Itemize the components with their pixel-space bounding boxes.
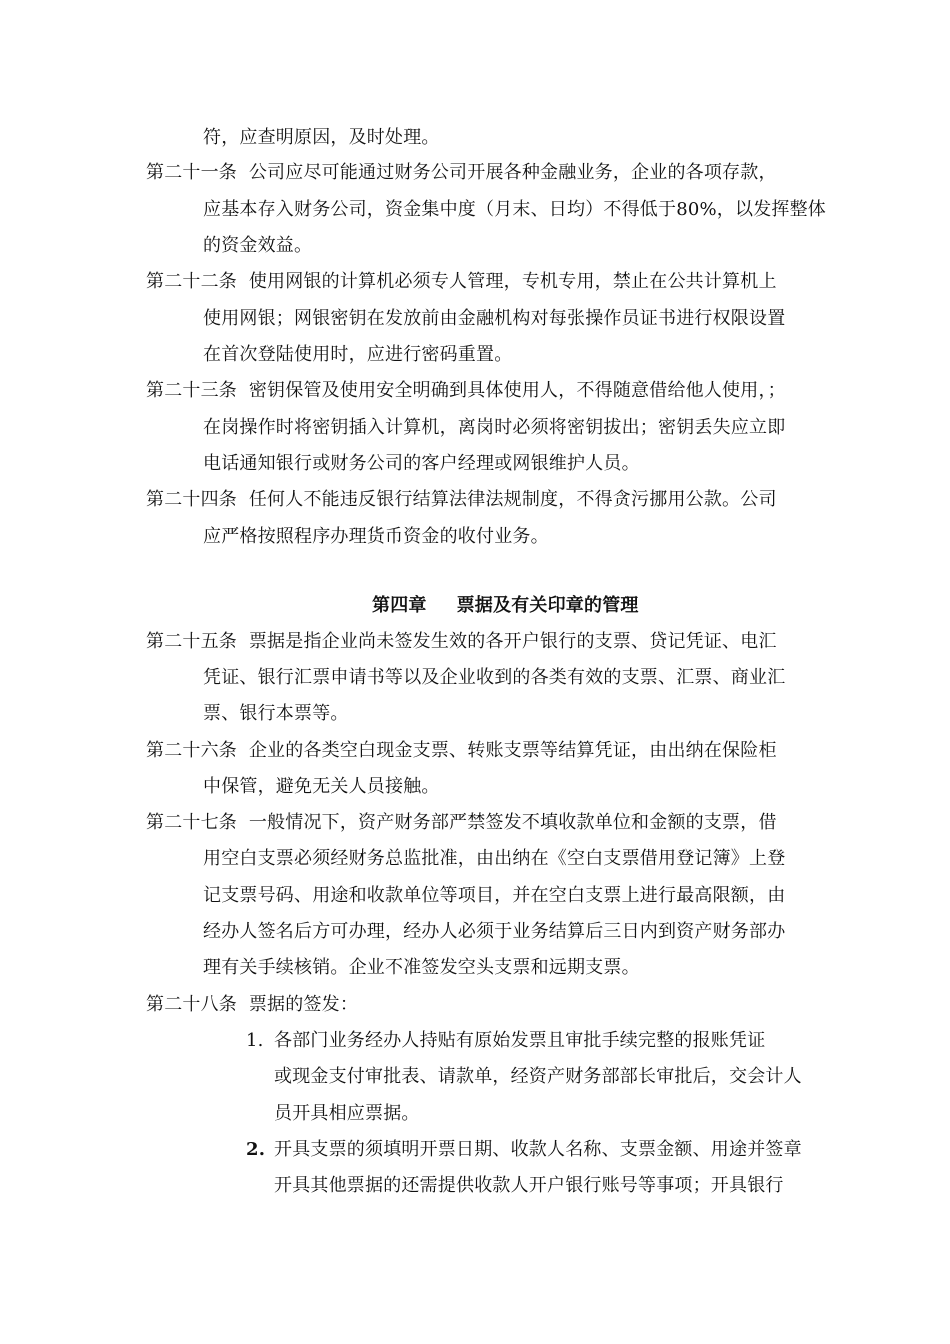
text-line: 的资金效益。	[203, 235, 313, 256]
article-label: 第二十二条	[146, 271, 237, 292]
text-line: 开具支票的须填明开票日期、收款人名称、支票金额、用途并签章	[274, 1139, 802, 1160]
list-item-number: 1.	[246, 1030, 264, 1051]
article-label: 第二十八条	[146, 994, 237, 1015]
article-text: 公司应尽可能通过财务公司开展各种金融业务，企业的各项存款，	[248, 162, 777, 183]
article-label: 第二十一条	[146, 162, 237, 183]
article-text: 密钥保管及使用安全明确到具体使用人，不得随意借给他人使用，；	[248, 380, 786, 401]
text-line: 员开具相应票据。	[274, 1103, 420, 1124]
article-text: 企业的各类空白现金支票、转账支票等结算凭证，由出纳在保险柜	[248, 740, 777, 761]
text-line: 应基本存入财务公司，资金集中度（月末、日均）不得低于80%，以发挥整体	[203, 199, 827, 220]
text-line: 各部门业务经办人持贴有原始发票且审批手续完整的报账凭证	[274, 1030, 766, 1051]
text-line: 在岗操作时将密钥插入计算机，离岗时必须将密钥拔出；密钥丢失应立即	[203, 417, 786, 438]
text-line: 电话通知银行或财务公司的客户经理或网银维护人员。	[203, 453, 640, 474]
article-line	[146, 269, 777, 295]
text-line: 凭证、银行汇票申请书等以及企业收到的各类有效的支票、汇票、商业汇	[203, 667, 786, 688]
text-line: 符，应查明原因，及时处理。	[203, 127, 440, 148]
article-line	[146, 629, 777, 655]
article-text: 一般情况下，资产财务部严禁签发不填收款单位和金额的支票，借	[248, 812, 777, 833]
text-line: 应严格按照程序办理货币资金的收付业务。	[203, 526, 549, 547]
article-line	[146, 810, 777, 836]
text-line: 票、银行本票等。	[203, 703, 349, 724]
article-label: 第二十五条	[146, 631, 237, 652]
article-text: 任何人不能违反银行结算法律法规制度，不得贪污挪用公款。公司	[248, 489, 777, 510]
article-line	[146, 160, 777, 186]
article-text: 使用网银的计算机必须专人管理，专机专用，禁止在公共计算机上	[248, 271, 777, 292]
article-text: 票据的签发：	[248, 994, 359, 1015]
text-line: 开具其他票据的还需提供收款人开户银行账号等事项；开具银行	[274, 1175, 784, 1196]
article-label: 第二十三条	[146, 380, 237, 401]
chapter-number: 第四章	[372, 595, 427, 616]
text-line: 用空白支票必须经财务总监批准，由出纳在《空白支票借用登记簿》上登	[203, 848, 786, 869]
article-line	[146, 378, 786, 404]
chapter-heading	[372, 593, 639, 619]
text-line: 记支票号码、用途和收款单位等项目，并在空白支票上进行最高限额，由	[203, 885, 786, 906]
text-line: 使用网银；网银密钥在发放前由金融机构对每张操作员证书进行权限设置	[203, 308, 786, 329]
text-line: 或现金支付审批表、请款单，经资产财务部部长审批后，交会计人	[274, 1066, 802, 1087]
list-item-number: 2.	[246, 1139, 266, 1160]
article-line	[146, 992, 358, 1018]
article-label: 第二十七条	[146, 812, 237, 833]
article-line	[146, 487, 777, 513]
text-line: 中保管，避免无关人员接触。	[203, 776, 440, 797]
article-label: 第二十四条	[146, 489, 237, 510]
article-line	[146, 738, 777, 764]
text-line: 理有关手续核销。企业不准签发空头支票和远期支票。	[203, 957, 640, 978]
article-label: 第二十六条	[146, 740, 237, 761]
text-line: 在首次登陆使用时，应进行密码重置。	[203, 344, 513, 365]
chapter-title: 票据及有关印章的管理	[456, 595, 639, 616]
text-line: 经办人签名后方可办理，经办人必须于业务结算后三日内到资产财务部办	[203, 921, 786, 942]
article-text: 票据是指企业尚未签发生效的各开户银行的支票、贷记凭证、电汇	[248, 631, 777, 652]
